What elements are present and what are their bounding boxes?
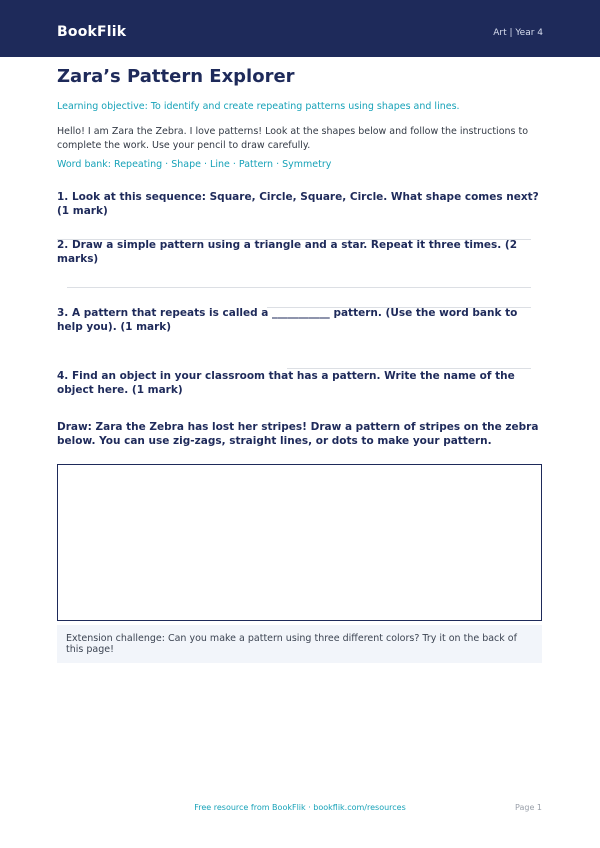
answer-line-4[interactable] [287, 368, 531, 369]
draw-instruction: Draw: Zara the Zebra has lost her stripes! Draw a pattern of stripes on the zebra below. You can use zig-zags, straight lines, or dots to make your pattern. [57, 421, 539, 447]
answer-line-2[interactable] [67, 287, 531, 288]
subject-year: Art | Year 4 [493, 28, 543, 38]
extension-text: Extension challenge: Can you make a pattern using three different colors? Try it on the back of this page! [66, 633, 517, 655]
word-bank: Word bank: Repeating · Shape · Line · Pattern · Symmetry [57, 159, 332, 170]
page-title: Zara’s Pattern Explorer [57, 66, 295, 87]
intro-text: Hello! I am Zara the Zebra. I love patterns! Look at the shapes below and follow the instructions to complete the work. Use your pencil to draw carefully. [57, 126, 529, 151]
page-number: Page 1 [515, 803, 542, 812]
drawing-area[interactable] [57, 464, 542, 621]
extension-challenge [57, 625, 542, 663]
footer-resource-link[interactable]: Free resource from BookFlik · bookflik.com/resources [194, 803, 406, 812]
learning-objective: Learning objective: To identify and create repeating patterns using shapes and lines. [57, 101, 460, 112]
question-4: 4. Find an object in your classroom that has a pattern. Write the name of the object here. (1 mark) [57, 370, 515, 396]
page-header [0, 0, 600, 57]
question-3: 3. A pattern that repeats is called a ___________ pattern. (Use the word bank to help you). (1 mark) [57, 307, 518, 333]
answer-line-3[interactable] [267, 307, 531, 308]
brand-logo: BookFlik [57, 24, 127, 40]
question-1: 1. Look at this sequence: Square, Circle, Square, Circle. What shape comes next? (1 mark) [57, 191, 539, 217]
question-2: 2. Draw a simple pattern using a triangle and a star. Repeat it three times. (2 marks) [57, 239, 518, 265]
